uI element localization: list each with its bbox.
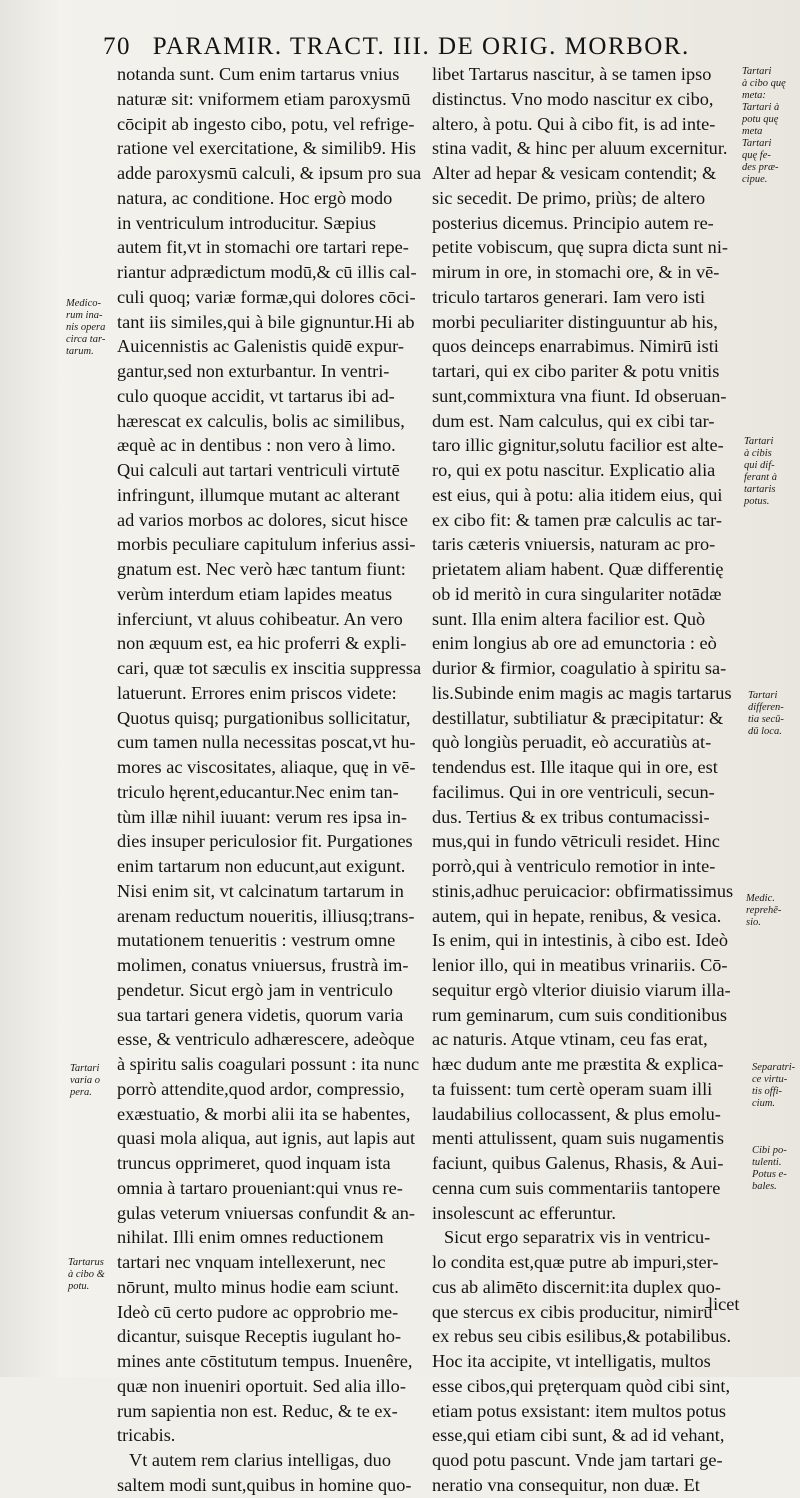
margin-note-line: reprehē- — [746, 905, 782, 916]
text-line: rum geminarum, cum suis conditionibus — [432, 1004, 728, 1025]
margin-note-line: Potus e- — [752, 1169, 787, 1180]
text-line: ob id meritò in cura singulariter notādæ — [432, 583, 722, 604]
right-margin-note-cibi — [752, 1145, 787, 1193]
margin-note-line: sio. — [746, 917, 761, 928]
page-number: 70 — [103, 33, 131, 60]
text-line: Nisi enim sit, vt calcinatum tartarum in — [117, 880, 404, 901]
margin-note-line: tarum. — [66, 346, 94, 357]
margin-note-line: à cibis — [744, 448, 772, 459]
text-line: nōrunt, multo minus hodie eam sciunt. — [117, 1276, 399, 1297]
text-line: pendetur. Sicut ergò jam in ventriculo — [117, 979, 393, 1000]
right-margin-note-separatrix — [752, 1062, 795, 1110]
margin-note-line: tis offi- — [752, 1086, 783, 1097]
text-line: cus ab alimēto discernit:ita duplex quo- — [432, 1276, 721, 1297]
text-line: destillatur, subtiliatur & præcipitatur: & — [432, 707, 724, 728]
text-line: mines ante cōstitutum tempus. Inuenêre, — [117, 1351, 413, 1371]
margin-note-line: cipue. — [742, 174, 768, 185]
text-line: lo condita est,quæ putre ab impuri,ster- — [432, 1252, 719, 1272]
margin-note-line: rum ina- — [66, 310, 103, 321]
left-margin-note-tartarus-cibo — [68, 1257, 105, 1293]
text-line: morbis peculiare capitulum inferius assi- — [117, 534, 416, 555]
margin-note-line: tulenti. — [752, 1157, 782, 1168]
text-line: faciunt, quibus Galenus, Rhasis, & Aui- — [432, 1153, 724, 1173]
text-line: riantur adprædictum modū,& cū illis cal- — [117, 262, 417, 282]
margin-note-line: potu. — [68, 1281, 90, 1292]
margin-note-line: Medico- — [66, 298, 101, 309]
text-line: triculo tartaros generari. Iam vero isti — [432, 286, 706, 307]
text-line: truncus opprimeret, quod inquam ista — [117, 1153, 391, 1173]
text-line: omnia à tartaro proueniant:qui vnus re- — [117, 1177, 403, 1198]
text-line: esse,qui etiam cibi sunt, & ad id vehant, — [432, 1425, 725, 1446]
margin-note-line: dū loca. — [748, 726, 782, 737]
text-line: facilimus. Qui in ore ventriculi, secun- — [432, 781, 715, 802]
margin-note-line: ce virtu- — [752, 1074, 788, 1085]
margin-note-line: potus. — [744, 496, 770, 507]
margin-note-line: Tartari — [748, 690, 778, 701]
text-line: cari, quæ tot sæculis ex inscitia suppressa — [117, 658, 422, 678]
text-line: notanda sunt. Cum enim tartarus vnius — [117, 64, 400, 84]
margin-note-line: tartaris — [744, 484, 776, 495]
right-margin-note-tartari-differentia — [748, 690, 784, 738]
margin-note-line: circa tar- — [66, 334, 106, 345]
text-line: Alter ad hepar & vesicam contendit; & — [432, 163, 717, 183]
text-line: sua tartari genera videtis, quorum varia — [117, 1004, 404, 1025]
text-line: tùm illæ nihil iuuant: verum res ipsa in- — [117, 806, 407, 827]
text-line: Hoc ita accipite, vt intelligatis, multos — [432, 1351, 711, 1371]
text-line: dicantur, suisque Receptis iugulant ho- — [117, 1326, 402, 1347]
text-line: petite vobiscum, quę supra dicta sunt ni- — [432, 237, 728, 258]
right-margin-note-tartari-differant — [744, 436, 777, 508]
margin-note-line: potu quę — [742, 114, 779, 125]
text-line: à spiritu salis coagulari possunt : ita nunc — [117, 1054, 420, 1074]
margin-note-line: bales. — [752, 1181, 777, 1192]
right-margin-note-tartari-cibo — [742, 66, 786, 186]
text-line: adde paroxysmū calculi, & ipsum pro sua — [117, 163, 422, 183]
text-line: gantur,sed non exturbantur. In ventri- — [117, 361, 390, 381]
text-line: taro illic gignitur,solutu facilior est alte- — [432, 435, 724, 456]
text-line: Quotus quisq; purgationibus sollicitatur, — [117, 707, 411, 728]
text-line: durior & firmior, coagulatio à spiritu sa- — [432, 658, 727, 678]
left-text-column — [117, 62, 435, 1498]
text-line: sic secedit. De primo, priùs; de altero — [432, 187, 706, 208]
margin-note-line: differen- — [748, 702, 784, 713]
margin-note-line: à cibo & — [68, 1269, 105, 1280]
margin-note-line: quę fe- — [742, 150, 771, 161]
text-line: Auicennistis ac Galenistis quidē expur- — [117, 336, 404, 357]
text-line: culo quoque accidit, vt tartarus ibi ad- — [117, 385, 395, 406]
text-line: dus. Tertius & ex tribus contumacissi- — [432, 806, 710, 827]
margin-note-line: des præ- — [742, 162, 779, 173]
text-line: quod potu pascunt. Vnde jam tartari ge- — [432, 1450, 723, 1470]
right-margin-note-medic — [746, 893, 781, 929]
text-line: mores ac viscositates, aliaque, quę in vē- — [117, 757, 416, 777]
text-line: distinctus. Vno modo nascitur ex cibo, — [432, 88, 714, 109]
text-line: tant iis similes,qui à bile gignuntur.Hi ab — [117, 311, 415, 332]
text-line: taris cæteris vniuersis, naturam ac pro- — [432, 534, 716, 555]
text-line: etiam potus exsistant: item multos potus — [432, 1400, 727, 1421]
page-gutter-shadow — [0, 0, 60, 1377]
margin-note-line: Tartari — [742, 138, 772, 149]
text-line: verùm interdum etiam lapides meatus — [117, 583, 393, 604]
text-line: latuerunt. Errores enim priscos videte: — [117, 682, 397, 703]
text-line: exæstuatio, & morbi alii ita se habentes, — [117, 1103, 411, 1124]
text-line: mirum in ore, in stomachi ore, & in vē- — [432, 262, 720, 282]
text-line: enim tartarum non educunt,aut exigunt. — [117, 856, 406, 876]
text-line: Sicut ergo separatrix vis in ventricu- — [444, 1227, 711, 1248]
text-line: nihilat. Illi enim omnes reductionem — [117, 1227, 384, 1248]
right-text-column — [432, 62, 744, 1498]
text-line: sunt. Illa enim altera facilior est. Quò — [432, 608, 706, 629]
text-line: que stercus ex cibis producitur, nimirū — [432, 1301, 713, 1322]
text-line: autem, qui in hepate, renibus, & vesica. — [432, 905, 722, 926]
margin-note-line: Tartari à — [742, 102, 780, 113]
margin-note-line: meta: — [742, 90, 766, 101]
text-line: laudabilius collocassent, & plus emolu- — [432, 1103, 721, 1124]
margin-note-line: ferant à — [744, 472, 777, 483]
text-line: ro, qui ex potu nascitur. Explicatio alia — [432, 460, 716, 480]
text-line: ad varios morbos ac dolores, sicut hisce — [117, 509, 408, 530]
catchword: licet — [708, 1294, 740, 1314]
text-line: lis.Subinde enim magis ac magis tartarus — [432, 682, 732, 703]
text-line: ta fuissent: tum certè operam suam illi — [432, 1078, 713, 1099]
margin-note-line: Tartarus — [68, 1257, 104, 1268]
margin-note-line: nis opera — [66, 322, 106, 333]
margin-note-line: à cibo quę — [742, 78, 786, 89]
text-line: ex rebus seu cibis esilibus,& potabilibus. — [432, 1326, 732, 1347]
text-line: ex cibo fit: & tamen præ calculis ac tar- — [432, 509, 722, 530]
margin-note-line: pera. — [70, 1087, 92, 1098]
text-line: quasi mola aliqua, aut ignis, aut lapis aut — [117, 1128, 416, 1149]
text-line: porrò,qui à ventriculo remotior in inte- — [432, 856, 716, 876]
text-line: quò longiùs peruadit, eò accuratiùs at- — [432, 732, 712, 753]
text-line: inferciunt, vt aluus cohibeatur. An vero — [117, 608, 403, 629]
margin-note-line: Tartari — [744, 436, 774, 447]
text-line: quæ non inueniri oportuit. Sed alia illo- — [117, 1375, 406, 1396]
text-line: autem fit,vt in stomachi ore tartari repe- — [117, 237, 409, 258]
left-margin-note-medicorum — [66, 298, 105, 358]
text-line: dies insuper periculosior fit. Purgationes — [117, 831, 413, 852]
left-margin-note-tartari-varia — [70, 1063, 100, 1099]
text-line: gnatum est. Nec verò hæc tantum fiunt: — [117, 559, 406, 579]
text-line: morbi peculiariter distinguuntur ab his, — [432, 311, 718, 332]
text-line: quos deinceps enarrabimus. Nimirū isti — [432, 336, 719, 357]
text-line: mus,qui in fundo vētriculi residet. Hinc — [432, 831, 720, 852]
text-line: Ideò cū certo pudore ac opprobrio me- — [117, 1301, 399, 1322]
margin-note-line: Cibi po- — [752, 1145, 787, 1156]
text-line: saltem modi sunt,quibus in homine quo- — [117, 1474, 412, 1495]
text-line: hæc dudum ante me præstita & explica- — [432, 1054, 724, 1074]
text-line: porrò attendite,quod ardor, compressio, — [117, 1078, 405, 1099]
text-line: mutationem tenueritis : vestrum omne — [117, 930, 396, 951]
text-line: arenam reductum noueritis, illiusq;trans- — [117, 905, 415, 926]
text-line: tartari, qui ex cibo pariter & potu vnitis — [432, 361, 720, 381]
text-line: altero, à potu. Qui à cibo fit, is ad inte- — [432, 113, 716, 134]
text-line: libet Tartarus nascitur, à se tamen ipso — [432, 64, 712, 84]
margin-note-line: Medic. — [746, 893, 775, 904]
text-line: natura, ac conditione. Hoc ergò modo — [117, 187, 393, 208]
text-line: cenna cum suis commentariis tantopere — [432, 1177, 721, 1198]
margin-note-line: Tartari — [70, 1063, 100, 1074]
text-line: culi quoq; variæ formæ,qui dolores cōci- — [117, 286, 416, 307]
text-line: menti attulissent, quam suis nugamentis — [432, 1128, 724, 1149]
text-line: esse cibos,qui pręterquam quòd cibi sint, — [432, 1375, 731, 1396]
text-line: infringunt, illumque mutant ac alterant — [117, 484, 400, 505]
margin-note-line: Tartari — [742, 66, 772, 77]
text-line: in ventriculum introducitur. Sæpius — [117, 212, 376, 233]
text-line: ac naturis. Atque vtinam, ceu fas erat, — [432, 1029, 708, 1050]
margin-note-line: tia secū- — [748, 714, 784, 725]
text-line: triculo hęrent,educantur.Nec enim tan- — [117, 781, 399, 802]
text-line: tendendus est. Ille itaque qui in ore, est — [432, 757, 718, 777]
text-line: sequitur ergò vlterior diuisio viarum illa- — [432, 979, 731, 1000]
text-line: tricabis. — [117, 1425, 176, 1446]
text-line: ratione vel exercitatione, & similib9. His — [117, 138, 417, 159]
text-line: molimen, conatus vniuersus, frustrà im- — [117, 955, 409, 975]
text-line: cōcipit ab ingesto cibo, potu, vel refrige- — [117, 113, 415, 134]
text-line: rum sapientia non est. Reduc, & te ex- — [117, 1400, 398, 1421]
text-line: naturæ sit: vniformem etiam paroxysmū — [117, 88, 411, 109]
text-line: sunt,commixtura vna fiunt. Id obseruan- — [432, 385, 727, 406]
text-line: Vt autem rem clarius intelligas, duo — [129, 1450, 391, 1470]
text-line: esse, & ventriculo adhærescere, adeòque — [117, 1029, 415, 1050]
text-line: cum tamen nulla necessitas poscat,vt hu- — [117, 732, 416, 753]
text-line: stinis,adhuc peruicacior: obfirmatissimus — [432, 880, 734, 901]
text-line: Qui calculi aut tartari ventriculi virtutē — [117, 460, 400, 480]
text-line: neratio vna consequitur, non duæ. Et — [432, 1474, 700, 1495]
text-line: non æquum est, ea hic proferri & expli- — [117, 633, 407, 654]
text-line: Is enim, qui in intestinis, à cibo est. Ideò — [432, 930, 729, 951]
text-line: dum est. Nam calculus, qui ex cibi tar- — [432, 410, 715, 431]
text-line: enim longius ab ore ad emunctoria : eò — [432, 633, 717, 654]
margin-note-line: qui dif- — [744, 460, 775, 471]
margin-note-line: Separatri- — [752, 1062, 796, 1073]
running-title: PARAMIR. TRACT. III. DE ORIG. MORBOR. — [152, 33, 690, 60]
text-line: insolescunt ac efferuntur. — [432, 1202, 616, 1223]
text-line: prietatem aliam habent. Quæ differentię — [432, 559, 724, 579]
text-line: hærescat ex calculis, bolis ac similibus, — [117, 410, 405, 431]
text-line: lenior illo, qui in meatibus vrinariis. Cō- — [432, 955, 728, 975]
margin-note-line: cium. — [752, 1098, 776, 1109]
margin-note-line: varia o — [70, 1075, 101, 1086]
text-line: æquè ac in dentibus : non vero à limo. — [117, 435, 396, 456]
text-line: tartari nec vnquam intellexerunt, nec — [117, 1252, 386, 1272]
text-line: posterius dicemus. Principio autem re- — [432, 212, 714, 233]
text-line: stina vadit, & hinc per aluum excernitur. — [432, 138, 728, 159]
text-line: gulas veterum vniuersas confundit & an- — [117, 1202, 416, 1223]
margin-note-line: meta — [742, 126, 763, 137]
text-line: est eius, qui à potu: alia itidem eius, qui — [432, 484, 723, 505]
